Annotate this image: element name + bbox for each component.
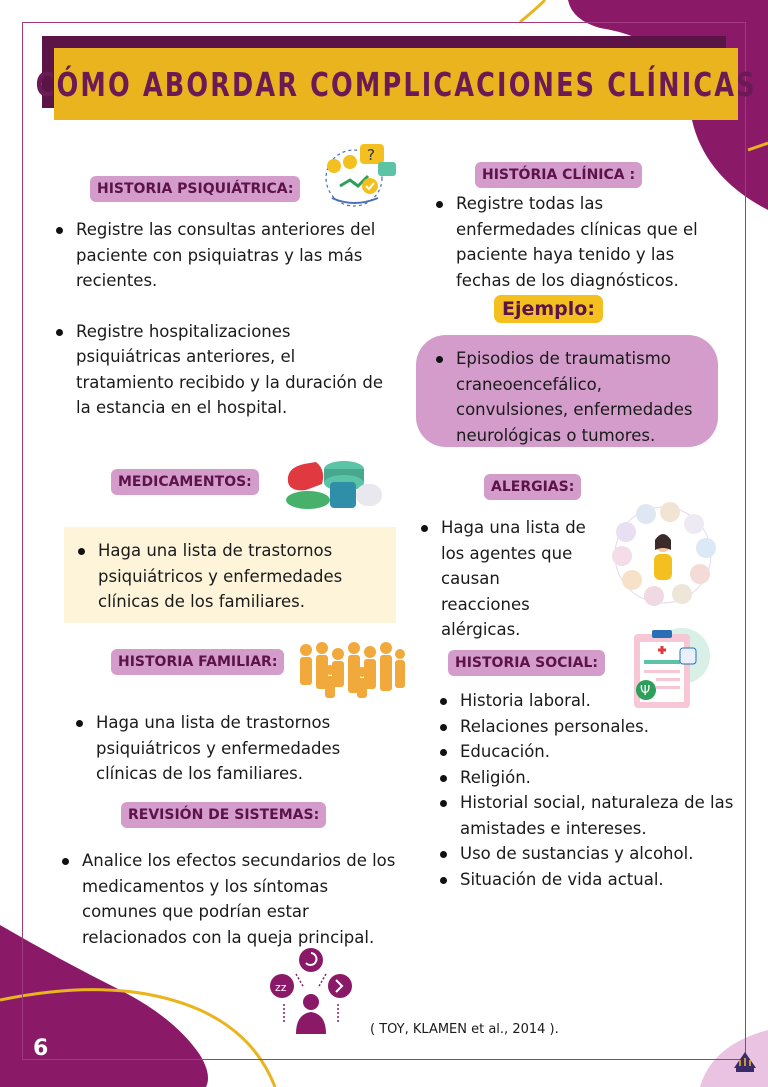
list-item: Registre las consultas anteriores del paciente con psiquiatras y las más recientes. [54,217,384,294]
example-list [434,346,704,448]
allergy-icon [608,500,718,610]
list-item: Analice los efectos secundarios de los medicamentos y los síntomas comunes que podrían estar relacionados con la queja principal. [60,848,400,950]
list-item: Relaciones personales. [438,714,738,740]
revision-sistemas-label: REVISIÓN DE SISTEMAS: [121,802,326,828]
list-item: Uso de sustancias y alcohol. [438,841,738,867]
example-badge: Ejemplo: [494,295,603,323]
historia-clinica-label: HISTÓRIA CLÍNICA : [475,162,642,188]
alergias-list [419,515,589,643]
alergias-label: ALERGIAS: [484,474,581,500]
list-item: Educación. [438,739,738,765]
svg-text:?: ? [367,146,375,164]
svg-text:Ψ: Ψ [640,684,651,699]
pills-icon [282,456,386,512]
list-item: Situación de vida actual. [438,867,738,893]
consultation-icon [320,140,400,210]
revision-sistemas-list [60,848,400,950]
logo-icon [730,1046,760,1076]
medicamentos-list [76,538,386,615]
svg-text:zz: zz [275,981,287,994]
historia-psiquiatrica-label: HISTORIA PSIQUIÁTRICA: [90,176,300,202]
list-item: Historia laboral. [438,688,738,714]
list-item: Historial social, naturaleza de las amistades e intereses. [438,790,738,841]
list-item: Registre todas las enfermedades clínicas que el paciente haya tenido y las fechas de los diagnósticos. [434,191,709,293]
historia-psiquiatrica-list [54,217,384,421]
top-right-gold-line [520,0,545,22]
historia-social-list [438,688,738,892]
list-item: Haga una lista de trastornos psiquiátricos y enfermedades clínicas de los familiares. [76,538,386,615]
page-title: CÓMO ABORDAR COMPLICACIONES CLÍNICAS [35,64,757,104]
list-item: Haga una lista de los agentes que causan reacciones alérgicas. [419,515,589,643]
mental-health-icon [266,944,356,1036]
list-item: Registre hospitalizaciones psiquiátricas anteriores, el tratamiento recibido y la duración de la estancia en el hospital. [54,319,384,421]
page-number: 6 [33,1036,49,1061]
historia-social-label: HISTORIA SOCIAL: [448,650,605,676]
list-item: Religión. [438,765,738,791]
historia-familiar-label: HISTORIA FAMILIAR: [111,649,284,675]
historia-clinica-list [434,191,709,293]
medicamentos-label: MEDICAMENTOS: [111,469,259,495]
title-banner [35,48,757,120]
reference-citation: ( TOY, KLAMEN et al., 2014 ). [370,1022,559,1037]
historia-familiar-list [74,710,394,787]
list-item: Haga una lista de trastornos psiquiátricos y enfermedades clínicas de los familiares. [74,710,394,787]
family-icon [296,640,408,702]
list-item: Episodios de traumatismo craneoencefálico, convulsiones, enfermedades neurológicas o tumores. [434,346,704,448]
